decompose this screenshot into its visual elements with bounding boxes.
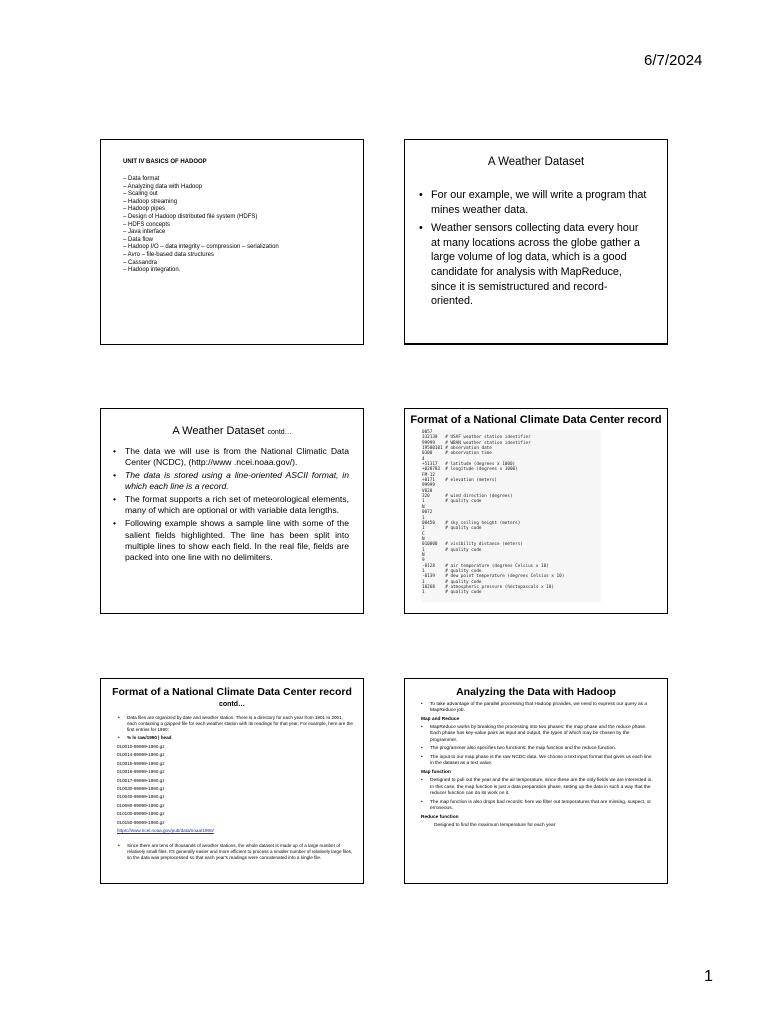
code-line: +028783 # longitude (degrees x 1000) [422, 467, 518, 473]
code-line: 1 [422, 515, 425, 521]
page-number: 1 [704, 968, 713, 985]
bullet-item: • Following example shows a sample line with some of the salient fields highlighted. The line has been split into multiple lines to show each field. In the real file, fields are packed into one line with no delimiters. [113, 518, 349, 563]
code-line: C [422, 531, 425, 537]
code-line: N [422, 536, 425, 542]
file-list [117, 743, 353, 827]
code-line: 99999 [422, 483, 435, 489]
code-line: 1 # quality code [422, 590, 482, 596]
topic-item: – Hadoop streaming [123, 198, 178, 205]
topic-item: – Avro – file-based data structures [123, 251, 214, 258]
code-line: N [422, 552, 425, 558]
slide-1-title: UNIT IV BASICS OF HADOOP [123, 159, 207, 165]
code-line: 4 [422, 456, 425, 462]
code-line: 320 # wind direction (degrees) [422, 494, 513, 500]
code-line: 00450 # sky ceiling height (meters) [422, 520, 521, 526]
slide-5-title: Format of a National Climate Data Center record [112, 686, 352, 698]
bullet-item: • Since there are tens of thousands of weather stations, the whole dataset is made up of a large number of relatively small files. It's generally easier and more efficient to process a smaller number of relatively large files, so the data was preprocessed so that each year's readings were concatenated into a single file. [117, 843, 353, 861]
topic-item: – Hadoop integration. [123, 267, 181, 274]
slide-3-title-text: A Weather Dataset [172, 425, 265, 437]
code-line: 0072 [422, 510, 433, 516]
code-line: -0139 # dew point temperature (degrees Celsius x 10) [422, 574, 565, 580]
file-entry: 010015-99999-1990.gz [117, 760, 165, 766]
bullet-item: • The programmer also specifies two functions: the map function and the reduce function. [421, 746, 655, 752]
bullet-item: • For our example, we will write a program that mines weather data. [419, 188, 649, 217]
code-line: FM-12 [422, 472, 435, 478]
code-line: 10268 # atmospheric pressure (hectopascals x 10) [422, 584, 554, 590]
code-line: 1 # quality code [422, 547, 482, 553]
slide-4-thumbnail [404, 408, 668, 614]
file-entry: 010017-99999-1990.gz [117, 777, 165, 783]
code-line: 99999 # WBAN weather station identifier [422, 440, 531, 446]
bullet-item: • The data we will use is from the National Climatic Data Center (NCDC), (http://www .ncei.noaa.gov/). [113, 446, 349, 469]
record-code-block [421, 430, 601, 602]
slide-6-body [421, 702, 655, 830]
code-line: 9 [422, 558, 425, 564]
code-line: +51317 # latitude (degrees x 1000) [422, 462, 516, 468]
slide-1-thumbnail [100, 139, 364, 345]
slide-5-body [117, 715, 353, 863]
code-line: 1 # quality code [422, 499, 482, 505]
reduce-description: Designed to find the maximum temperature for each year [434, 823, 556, 829]
slide-5-thumbnail [100, 678, 364, 884]
bullet-item: • To take advantage of the parallel processing that Hadoop provides, we need to express our query as a MapReduce job. [421, 702, 655, 715]
slide-3-bullets [113, 446, 349, 565]
slide-2-bullets [419, 188, 649, 313]
code-line: 19500101 # observation date [422, 446, 492, 452]
slide-4-title: Format of a National Climate Data Center record [410, 414, 662, 426]
code-line: 332130 # USAF weather station identifier [422, 435, 531, 441]
topic-item: – Java interface [123, 229, 166, 236]
code-line: 010000 # visibility distance (meters) [422, 542, 523, 548]
topic-item: – Scaling out [123, 191, 158, 198]
slide-3-thumbnail [100, 408, 364, 614]
topic-item: – Data flow [123, 236, 154, 243]
bullet-item: • The input to our map phase is the raw NCDC data. We choose a text input format that gives us each line in the dataset as a text value. [421, 755, 655, 768]
bullet-item: • The format supports a rich set of meteorological elements, many of which are optional or with variable data lengths. [113, 494, 349, 517]
slide-5-subtitle: contd… [218, 701, 246, 708]
file-entry: 010016-99999-1990.gz [117, 769, 165, 775]
topic-item: – Analyzing data with Hadoop [123, 183, 203, 190]
file-entry: 010080-99999-1990.gz [117, 802, 165, 808]
section-heading: Reduce function [421, 814, 459, 820]
code-line: 1 # quality code [422, 526, 482, 532]
bullet-item: • Data files are organized by date and weather station. There is a directory for each year from 1901 to 2001, each containing a gzipped file for each weather station with its readings for that year. For example, here are the first entries for 1990: [117, 715, 353, 733]
code-line: V020 [422, 488, 433, 494]
slide-3-title [101, 425, 363, 437]
file-entry: 010040-99999-1990.gz [117, 794, 165, 800]
bullet-item: • The data is stored using a line-oriented ASCII format, in which each line is a record. [113, 470, 349, 493]
file-entry: 010010-99999-1990.gz [117, 744, 165, 749]
code-line: -0128 # air temperature (degrees Celsius x 10) [422, 563, 549, 569]
bullet-item: • MapReduce works by breaking the processing into two phases: the map phase and the reduce phase. Each phase has key-value pairs as input and output, the types of which may be chosen by the programmer. [421, 725, 655, 744]
bullet-command: • % ls raw/1990 | head [117, 735, 353, 741]
file-entry: 010030-99999-1990.gz [117, 786, 165, 792]
code-line: 1 # quality code [422, 579, 482, 585]
slide-3-title-suffix: contd… [267, 429, 292, 436]
file-entry: 010014-99999-1990.gz [117, 752, 165, 758]
section-heading: Map function [421, 770, 451, 776]
file-entry: 010150-99999-1990.gz [117, 819, 165, 825]
topic-item: – Hadoop I/O – data integrity – compression – serialization [123, 244, 279, 251]
code-line: N [422, 504, 425, 510]
code-line: +0171 # elevation (meters) [422, 478, 498, 484]
topic-item: – Design of Hadoop distributed file system (HDFS) [123, 213, 258, 220]
bullet-item: • Designed to pull out the year and the air temperature, since these are the only fields we are interested in. In this case, the map function is just a data preparation phase, setting up the data in such a way that the reducer function can do its work on it. [421, 778, 655, 797]
header-date: 6/7/2024 [644, 52, 703, 69]
code-line: 1 # quality code [422, 568, 482, 574]
topic-item: – HDFS concepts [123, 221, 171, 228]
ncei-data-link[interactable]: https://www.ncei.noaa.gov/pub/data/noaa/1990/ [117, 828, 214, 834]
topic-item: – Cassandra [123, 259, 158, 266]
section-heading: Map and Reduce [421, 716, 460, 722]
slide-1-topic-list [123, 176, 279, 275]
slide-2-thumbnail [404, 139, 668, 345]
code-line: 0300 # observation time [422, 451, 492, 457]
slide-6-title: Analyzing the Data with Hadoop [456, 686, 616, 698]
code-line: 0057 [422, 430, 433, 435]
slide-2-title: A Weather Dataset [487, 156, 585, 168]
topic-item: – Data format [123, 176, 160, 182]
file-entry: 010100-99999-1990.gz [117, 811, 165, 817]
bullet-item: • The map function is also drops bad records: here we filter out temperatures that are missing, suspect, or erroneous. [421, 800, 655, 813]
bullet-item: • Weather sensors collecting data every hour at many locations across the globe gather a large volume of log data, which is a good candidate for analysis with MapReduce, since it is semistructured and record-oriented. [419, 221, 649, 309]
slide-6-thumbnail [404, 678, 668, 884]
topic-item: – Hadoop pipes [123, 206, 166, 213]
